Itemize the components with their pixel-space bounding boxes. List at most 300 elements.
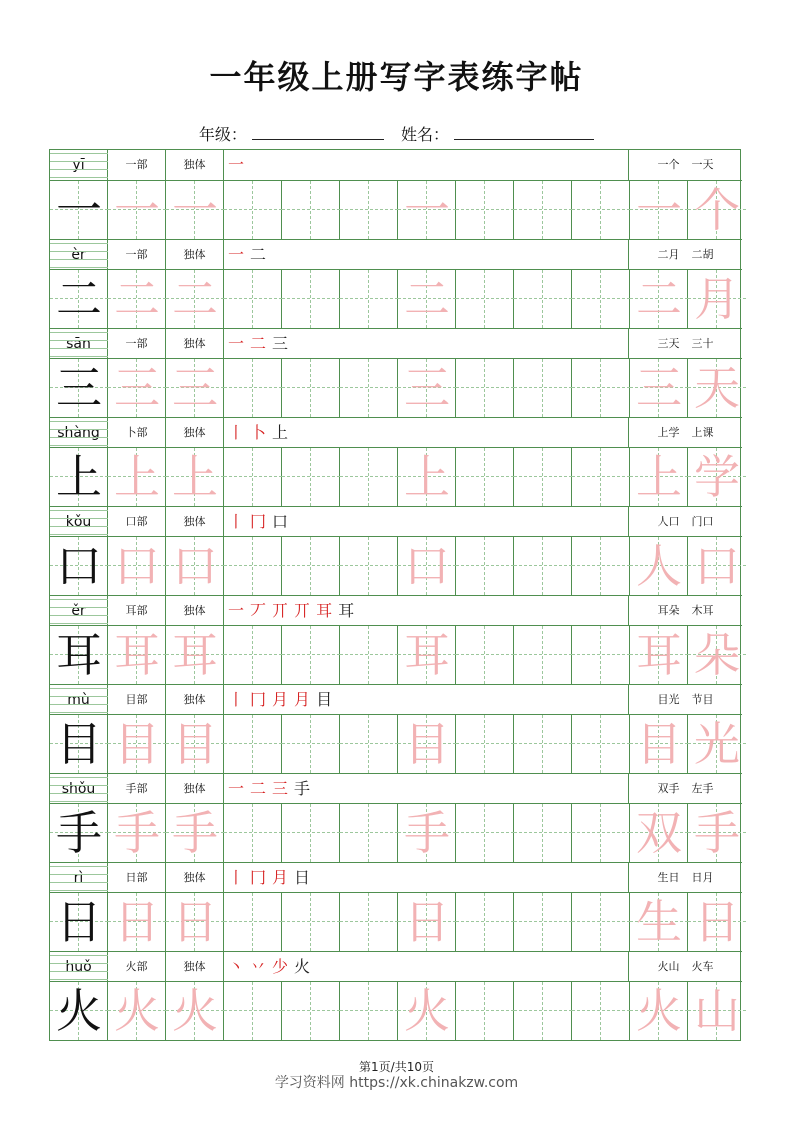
trace-character: 火 [636, 984, 682, 1038]
model-character: 火 [56, 984, 102, 1038]
stroke-step: 耳 [338, 601, 355, 620]
trace-character: 火 [172, 984, 218, 1038]
practice-grid-row [50, 804, 742, 862]
site-watermark: 学习资料网 https://xk.chinakzw.com [274, 1075, 519, 1091]
trace-character-box [108, 804, 166, 862]
word-trace-box [688, 448, 746, 506]
structure: 独体 [166, 240, 224, 270]
writing-box[interactable] [340, 359, 398, 417]
structure: 独体 [166, 418, 224, 448]
example-word: 目光 [657, 693, 680, 706]
trace-character: 目 [636, 717, 682, 771]
writing-box[interactable] [514, 537, 572, 595]
trace-character-box [108, 270, 166, 328]
word-trace-box [630, 448, 688, 506]
stroke-step: 丨 [228, 690, 245, 709]
writing-box[interactable] [340, 626, 398, 684]
example-word: 生日 [657, 871, 680, 884]
model-character: 三 [56, 361, 102, 415]
trace-character-box [398, 893, 456, 951]
pinyin: rì [50, 863, 108, 893]
example-word: 左手 [691, 782, 714, 795]
info-row [50, 595, 742, 626]
trace-character: 朵 [694, 628, 740, 682]
word-trace-box [630, 537, 688, 595]
example-words [629, 952, 742, 982]
stroke-step: 口 [272, 512, 289, 531]
stroke-order [224, 150, 629, 180]
writing-box[interactable] [572, 448, 630, 506]
writing-box[interactable] [572, 804, 630, 862]
stroke-step: 卜 [250, 423, 267, 442]
writing-box[interactable] [282, 181, 340, 239]
trace-character: 口 [172, 539, 218, 593]
writing-box[interactable] [514, 181, 572, 239]
stroke-step: 月 [272, 868, 289, 887]
trace-character-box [108, 181, 166, 239]
trace-character-box [108, 715, 166, 773]
writing-box[interactable] [282, 448, 340, 506]
example-word: 一个 [657, 158, 680, 171]
writing-box[interactable] [282, 626, 340, 684]
word-trace-box [688, 715, 746, 773]
writing-box[interactable] [282, 893, 340, 951]
practice-grid-row [50, 982, 742, 1040]
trace-character: 日 [114, 895, 160, 949]
stroke-step: 耳 [316, 601, 333, 620]
info-row [50, 862, 742, 893]
writing-box[interactable] [340, 270, 398, 328]
example-word: 三天 [657, 337, 680, 350]
model-character-box [50, 359, 108, 417]
stroke-step: 二 [250, 245, 267, 264]
example-word: 火山 [657, 960, 680, 973]
writing-box[interactable] [572, 537, 630, 595]
model-character: 日 [56, 895, 102, 949]
example-word: 一天 [691, 158, 714, 171]
radical: 一部 [108, 150, 166, 180]
structure: 独体 [166, 329, 224, 359]
stroke-step: 三 [272, 779, 289, 798]
stroke-step: 丨 [228, 423, 245, 442]
radical: 手部 [108, 774, 166, 804]
grade-field[interactable] [252, 125, 384, 140]
stroke-step: 手 [294, 779, 311, 798]
writing-box[interactable] [514, 715, 572, 773]
grade-label: 年级： [198, 125, 247, 144]
model-character: 手 [56, 806, 102, 860]
writing-box[interactable] [282, 359, 340, 417]
trace-character: 手 [404, 806, 450, 860]
word-trace-box [630, 181, 688, 239]
stroke-step: 火 [294, 957, 311, 976]
writing-box[interactable] [514, 804, 572, 862]
structure: 独体 [166, 774, 224, 804]
writing-box[interactable] [572, 715, 630, 773]
trace-character: 日 [404, 895, 450, 949]
trace-character: 三 [114, 361, 160, 415]
trace-character: 耳 [404, 628, 450, 682]
writing-box[interactable] [282, 270, 340, 328]
trace-character: 个 [694, 183, 740, 237]
example-word: 上学 [657, 426, 680, 439]
trace-character: 月 [694, 272, 740, 326]
writing-box[interactable] [340, 448, 398, 506]
writing-box[interactable] [456, 626, 514, 684]
structure: 独体 [166, 863, 224, 893]
writing-box[interactable] [572, 181, 630, 239]
example-word: 人口 [657, 515, 680, 528]
writing-box[interactable] [224, 359, 282, 417]
practice-grid-row [50, 359, 742, 417]
stroke-step: 冂 [250, 690, 267, 709]
model-character-box [50, 804, 108, 862]
trace-character: 天 [694, 361, 740, 415]
name-label: 姓名： [401, 125, 450, 144]
trace-character: 手 [114, 806, 160, 860]
trace-character-box [398, 626, 456, 684]
example-words [629, 150, 742, 180]
trace-character-box [398, 448, 456, 506]
word-trace-box [630, 804, 688, 862]
model-character-box [50, 270, 108, 328]
trace-character: 一 [172, 183, 218, 237]
writing-box[interactable] [514, 893, 572, 951]
stroke-step: 丶 [228, 957, 245, 976]
trace-character-box [166, 804, 224, 862]
trace-character: 口 [694, 539, 740, 593]
model-character-box [50, 181, 108, 239]
stroke-step: 三 [272, 334, 289, 353]
trace-character: 耳 [114, 628, 160, 682]
writing-box[interactable] [224, 626, 282, 684]
radical: 卜部 [108, 418, 166, 448]
trace-character: 耳 [172, 628, 218, 682]
word-trace-box [688, 804, 746, 862]
writing-box[interactable] [282, 982, 340, 1040]
practice-grid-row [50, 270, 742, 328]
trace-character: 山 [694, 984, 740, 1038]
trace-character: 二 [114, 272, 160, 326]
writing-box[interactable] [456, 715, 514, 773]
trace-character-box [108, 982, 166, 1040]
radical: 一部 [108, 240, 166, 270]
word-trace-box [688, 626, 746, 684]
example-word: 耳朵 [657, 604, 680, 617]
trace-character: 耳 [636, 628, 682, 682]
stroke-step: 丌 [294, 601, 311, 620]
word-trace-box [688, 537, 746, 595]
radical: 一部 [108, 329, 166, 359]
trace-character: 双 [636, 806, 682, 860]
stroke-order [224, 952, 629, 982]
word-trace-box [630, 982, 688, 1040]
radical: 耳部 [108, 596, 166, 626]
stroke-step: 一 [228, 155, 245, 174]
writing-box[interactable] [340, 715, 398, 773]
trace-character-box [398, 537, 456, 595]
pinyin: yī [50, 150, 108, 180]
example-word: 火车 [691, 960, 714, 973]
writing-box[interactable] [224, 448, 282, 506]
trace-character-box [108, 448, 166, 506]
trace-character-box [398, 181, 456, 239]
trace-character: 上 [114, 450, 160, 504]
word-trace-box [688, 359, 746, 417]
word-trace-box [688, 181, 746, 239]
writing-box[interactable] [456, 537, 514, 595]
stroke-step: 上 [272, 423, 289, 442]
model-character-box [50, 893, 108, 951]
stroke-step: 一 [228, 601, 245, 620]
stroke-step: 冂 [250, 868, 267, 887]
writing-box[interactable] [514, 270, 572, 328]
model-character-box [50, 448, 108, 506]
word-trace-box [630, 270, 688, 328]
trace-character: 学 [694, 450, 740, 504]
trace-character: 三 [636, 361, 682, 415]
example-word: 木耳 [691, 604, 714, 617]
example-words [629, 596, 742, 626]
trace-character-box [398, 359, 456, 417]
model-character: 一 [56, 183, 102, 237]
example-word: 二月 [657, 248, 680, 261]
stroke-step: 冂 [250, 512, 267, 531]
writing-box[interactable] [514, 359, 572, 417]
trace-character: 二 [404, 272, 450, 326]
stroke-step: 一 [228, 334, 245, 353]
info-row [50, 773, 742, 804]
writing-box[interactable] [514, 448, 572, 506]
trace-character: 三 [404, 361, 450, 415]
writing-box[interactable] [514, 982, 572, 1040]
practice-grid-row [50, 893, 742, 951]
stroke-step: 丆 [250, 601, 267, 620]
writing-box[interactable] [456, 893, 514, 951]
example-word: 上课 [691, 426, 714, 439]
info-row [50, 239, 742, 270]
pinyin: ěr [50, 596, 108, 626]
structure: 独体 [166, 685, 224, 715]
writing-box[interactable] [224, 982, 282, 1040]
writing-box[interactable] [340, 181, 398, 239]
stroke-order [224, 774, 629, 804]
stroke-step: 二 [250, 779, 267, 798]
trace-character: 手 [172, 806, 218, 860]
stroke-order [224, 863, 629, 893]
trace-character-box [166, 537, 224, 595]
writing-box[interactable] [340, 982, 398, 1040]
radical: 目部 [108, 685, 166, 715]
model-character: 目 [56, 717, 102, 771]
trace-character-box [166, 448, 224, 506]
writing-box[interactable] [572, 270, 630, 328]
trace-character: 二 [172, 272, 218, 326]
writing-box[interactable] [224, 537, 282, 595]
writing-box[interactable] [224, 804, 282, 862]
stroke-step: 月 [294, 690, 311, 709]
student-info-line [0, 122, 793, 145]
stroke-order [224, 685, 629, 715]
trace-character-box [398, 804, 456, 862]
example-words [629, 240, 742, 270]
name-field[interactable] [454, 125, 594, 140]
writing-box[interactable] [514, 626, 572, 684]
model-character-box [50, 626, 108, 684]
writing-box[interactable] [456, 359, 514, 417]
stroke-step: 一 [228, 779, 245, 798]
writing-box[interactable] [224, 270, 282, 328]
structure: 独体 [166, 507, 224, 537]
structure: 独体 [166, 150, 224, 180]
model-character: 口 [56, 539, 102, 593]
stroke-order [224, 596, 629, 626]
writing-box[interactable] [456, 448, 514, 506]
writing-box[interactable] [282, 804, 340, 862]
model-character-box [50, 715, 108, 773]
info-row [50, 951, 742, 982]
structure: 独体 [166, 596, 224, 626]
pinyin: huǒ [50, 952, 108, 982]
trace-character-box [166, 893, 224, 951]
practice-grid-row [50, 715, 742, 773]
page-number: 第1页/共10页 [359, 1060, 434, 1074]
writing-box[interactable] [456, 804, 514, 862]
pinyin: sān [50, 329, 108, 359]
writing-box[interactable] [282, 715, 340, 773]
example-word: 三十 [691, 337, 714, 350]
trace-character: 火 [114, 984, 160, 1038]
writing-box[interactable] [224, 893, 282, 951]
writing-box[interactable] [572, 359, 630, 417]
trace-character: 目 [114, 717, 160, 771]
writing-box[interactable] [572, 626, 630, 684]
trace-character-box [108, 893, 166, 951]
writing-box[interactable] [340, 893, 398, 951]
writing-box[interactable] [572, 893, 630, 951]
trace-character: 生 [636, 895, 682, 949]
model-character: 上 [56, 450, 102, 504]
radical: 日部 [108, 863, 166, 893]
word-trace-box [688, 982, 746, 1040]
stroke-step: 丨 [228, 868, 245, 887]
model-character-box [50, 537, 108, 595]
writing-box[interactable] [340, 804, 398, 862]
trace-character-box [108, 359, 166, 417]
trace-character: 二 [636, 272, 682, 326]
model-character-box [50, 982, 108, 1040]
pinyin: kǒu [50, 507, 108, 537]
stroke-step: 少 [272, 957, 289, 976]
trace-character: 上 [636, 450, 682, 504]
trace-character: 目 [404, 717, 450, 771]
stroke-step: 丌 [272, 601, 289, 620]
example-words [629, 685, 742, 715]
trace-character: 口 [404, 539, 450, 593]
page-title: 一年级上册写字表练字帖 [209, 58, 584, 96]
practice-grid-row [50, 181, 742, 239]
trace-character: 三 [172, 361, 218, 415]
practice-sheet [49, 149, 741, 1041]
structure: 独体 [166, 952, 224, 982]
radical: 火部 [108, 952, 166, 982]
trace-character-box [398, 270, 456, 328]
info-row [50, 150, 742, 181]
model-character: 二 [56, 272, 102, 326]
stroke-order [224, 240, 629, 270]
trace-character-box [108, 626, 166, 684]
writing-box[interactable] [456, 270, 514, 328]
example-words [629, 863, 742, 893]
stroke-order [224, 507, 629, 537]
stroke-step: 月 [272, 690, 289, 709]
model-character: 耳 [56, 628, 102, 682]
trace-character: 日 [694, 895, 740, 949]
trace-character: 人 [636, 539, 682, 593]
example-words [629, 507, 742, 537]
trace-character: 上 [172, 450, 218, 504]
stroke-order [224, 329, 629, 359]
stroke-step: 一 [228, 245, 245, 264]
example-words [629, 329, 742, 359]
trace-character-box [166, 359, 224, 417]
trace-character-box [166, 715, 224, 773]
trace-character: 日 [172, 895, 218, 949]
info-row [50, 417, 742, 448]
trace-character: 一 [636, 183, 682, 237]
trace-character: 一 [114, 183, 160, 237]
pinyin: mù [50, 685, 108, 715]
trace-character-box [398, 715, 456, 773]
info-row [50, 684, 742, 715]
example-words [629, 418, 742, 448]
trace-character-box [398, 982, 456, 1040]
trace-character-box [166, 181, 224, 239]
example-words [629, 774, 742, 804]
trace-character-box [166, 270, 224, 328]
writing-box[interactable] [224, 181, 282, 239]
word-trace-box [630, 893, 688, 951]
stroke-step: 丷 [250, 957, 267, 976]
example-word: 二胡 [691, 248, 714, 261]
stroke-order [224, 418, 629, 448]
trace-character: 一 [404, 183, 450, 237]
example-word: 节目 [691, 693, 714, 706]
writing-box[interactable] [456, 982, 514, 1040]
trace-character: 手 [694, 806, 740, 860]
example-word: 门口 [691, 515, 714, 528]
practice-grid-row [50, 626, 742, 684]
stroke-step: 二 [250, 334, 267, 353]
trace-character-box [166, 982, 224, 1040]
word-trace-box [688, 270, 746, 328]
trace-character-box [108, 537, 166, 595]
writing-box[interactable] [282, 537, 340, 595]
writing-box[interactable] [340, 537, 398, 595]
word-trace-box [630, 626, 688, 684]
pinyin: shǒu [50, 774, 108, 804]
writing-box[interactable] [456, 181, 514, 239]
word-trace-box [630, 359, 688, 417]
word-trace-box [630, 715, 688, 773]
stroke-step: 目 [316, 690, 333, 709]
radical: 口部 [108, 507, 166, 537]
writing-box[interactable] [572, 982, 630, 1040]
writing-box[interactable] [224, 715, 282, 773]
stroke-step: 日 [294, 868, 311, 887]
example-word: 双手 [657, 782, 680, 795]
info-row [50, 328, 742, 359]
